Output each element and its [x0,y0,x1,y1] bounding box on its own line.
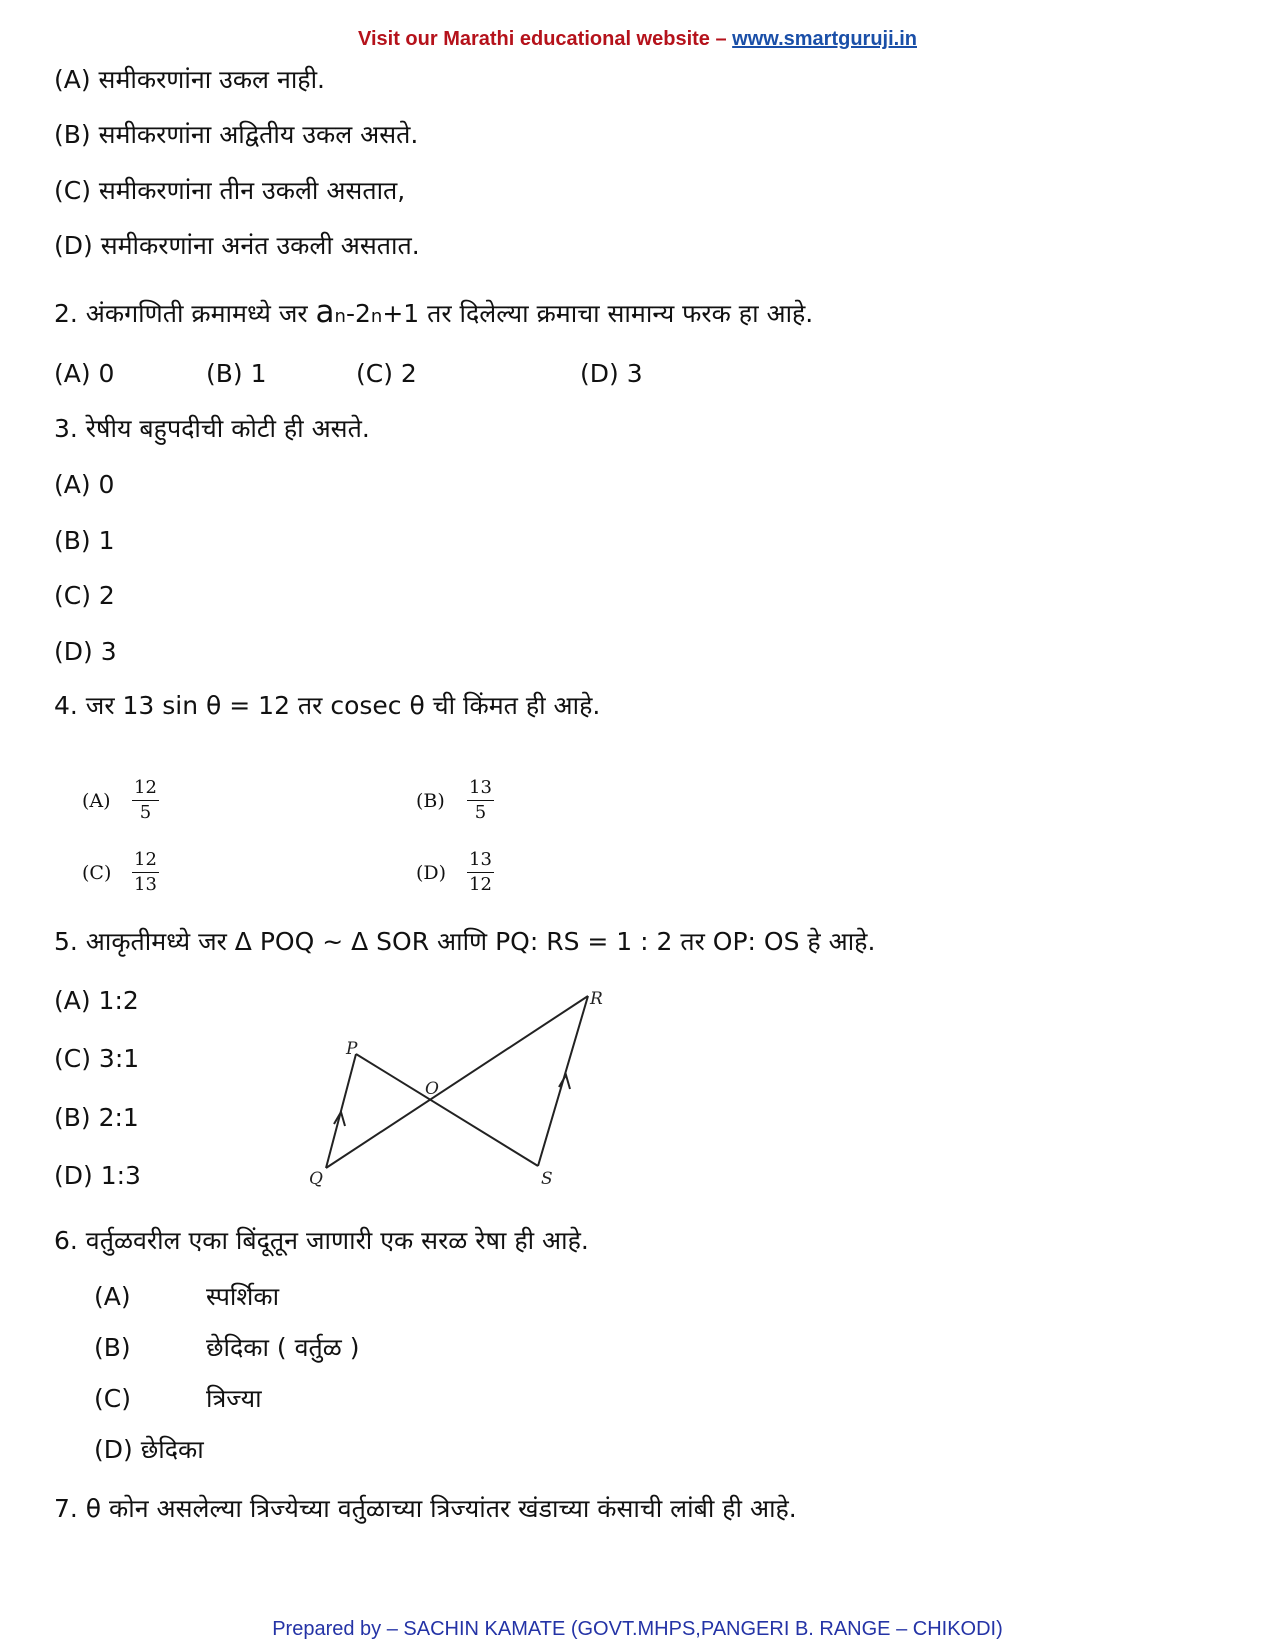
q7-question: 7. θ कोन असलेल्या त्रिज्येच्या वर्तुळाच्या त्रिज्यांतर खंडाच्या कंसाची लांबी ही आहे. [54,1494,797,1523]
q2-option-c: (C) 2 [356,359,417,388]
q4-option-b-label: (B) [416,790,445,812]
q5-option-c: (C) 3:1 [54,1044,140,1073]
q4-option-a-label: (A) [82,790,111,812]
q5-question: 5. आकृतीमध्ये जर Δ POQ ~ Δ SOR आणि PQ: RS = 1 : 2 तर OP: OS हे आहे. [54,927,876,956]
q6-option-b-label: (B) [94,1333,131,1362]
q4-option-c-fraction: $\frac{12}{13}$ [134,849,157,895]
q4-option-c-label: (C) [82,862,112,884]
q2-option-b: (B) 1 [206,359,267,388]
website-link[interactable]: www.smartguruji.in [732,28,917,50]
q6-option-b-text: छेदिका ( वर्तुळ ) [206,1333,360,1362]
q3-option-c: (C) 2 [54,581,115,610]
q3-option-a: (A) 0 [54,470,115,499]
q4-option-d-label: (D) [416,862,447,884]
q3-question: 3. रेषीय बहुपदीची कोटी ही असते. [54,414,370,443]
q1-option-d: (D) समीकरणांना अनंत उकली असतात. [54,231,420,260]
label-q: Q [309,1169,323,1189]
q1-option-a: (A) समीकरणांना उकल नाही. [54,65,325,94]
q6-option-a-text: स्पर्शिका [206,1282,280,1311]
segment-qr [326,996,588,1168]
q3-option-d: (D) 3 [54,637,117,666]
segment-ps [356,1054,538,1166]
label-o: O [425,1079,439,1099]
q5-triangle-figure [300,980,620,1200]
q1-option-b: (B) समीकरणांना अद्वितीय उकल असते. [54,120,419,149]
q6-option-c-label: (C) [94,1384,131,1413]
q4-option-b-fraction: $\frac{13}{5}$ [469,777,492,823]
q4-option-d-fraction: $\frac{13}{12}$ [469,849,492,895]
q5-option-b: (B) 2:1 [54,1103,139,1132]
label-r: R [590,989,603,1009]
q6-option-a-label: (A) [94,1282,131,1311]
author-footer: Prepared by – SACHIN KAMATE (GOVT.MHPS,PANGERI B. RANGE – CHIKODI) [272,1618,1003,1640]
banner-text: Visit our Marathi educational website – [357,28,733,50]
q4-option-a-fraction: $\frac{12}{5}$ [134,777,157,823]
label-s: S [541,1169,553,1189]
q6-option-c-text: त्रिज्या [206,1384,262,1413]
q1-option-c: (C) समीकरणांना तीन उकली असतात, [54,176,406,205]
q2-option-d: (D) 3 [580,359,643,388]
q6-option-d: (D) छेदिका [94,1435,204,1464]
q4-question: 4. जर 13 sin θ = 12 तर cosec θ ची किंमत ही आहे. [54,691,601,720]
q6-question: 6. वर्तुळवरील एका बिंदूतून जाणारी एक सरळ रेषा ही आहे. [54,1226,589,1255]
q2-question: 2. अंकगणिती क्रमामध्ये जर an-2n+1 तर दिलेल्या क्रमाचा सामान्य फरक हा आहे. [54,294,814,330]
q5-option-a: (A) 1:2 [54,986,139,1015]
q2-option-a: (A) 0 [54,359,115,388]
label-p: P [346,1039,358,1059]
q3-option-b: (B) 1 [54,526,115,555]
q5-option-d: (D) 1:3 [54,1161,141,1190]
site-banner [0,28,1275,51]
